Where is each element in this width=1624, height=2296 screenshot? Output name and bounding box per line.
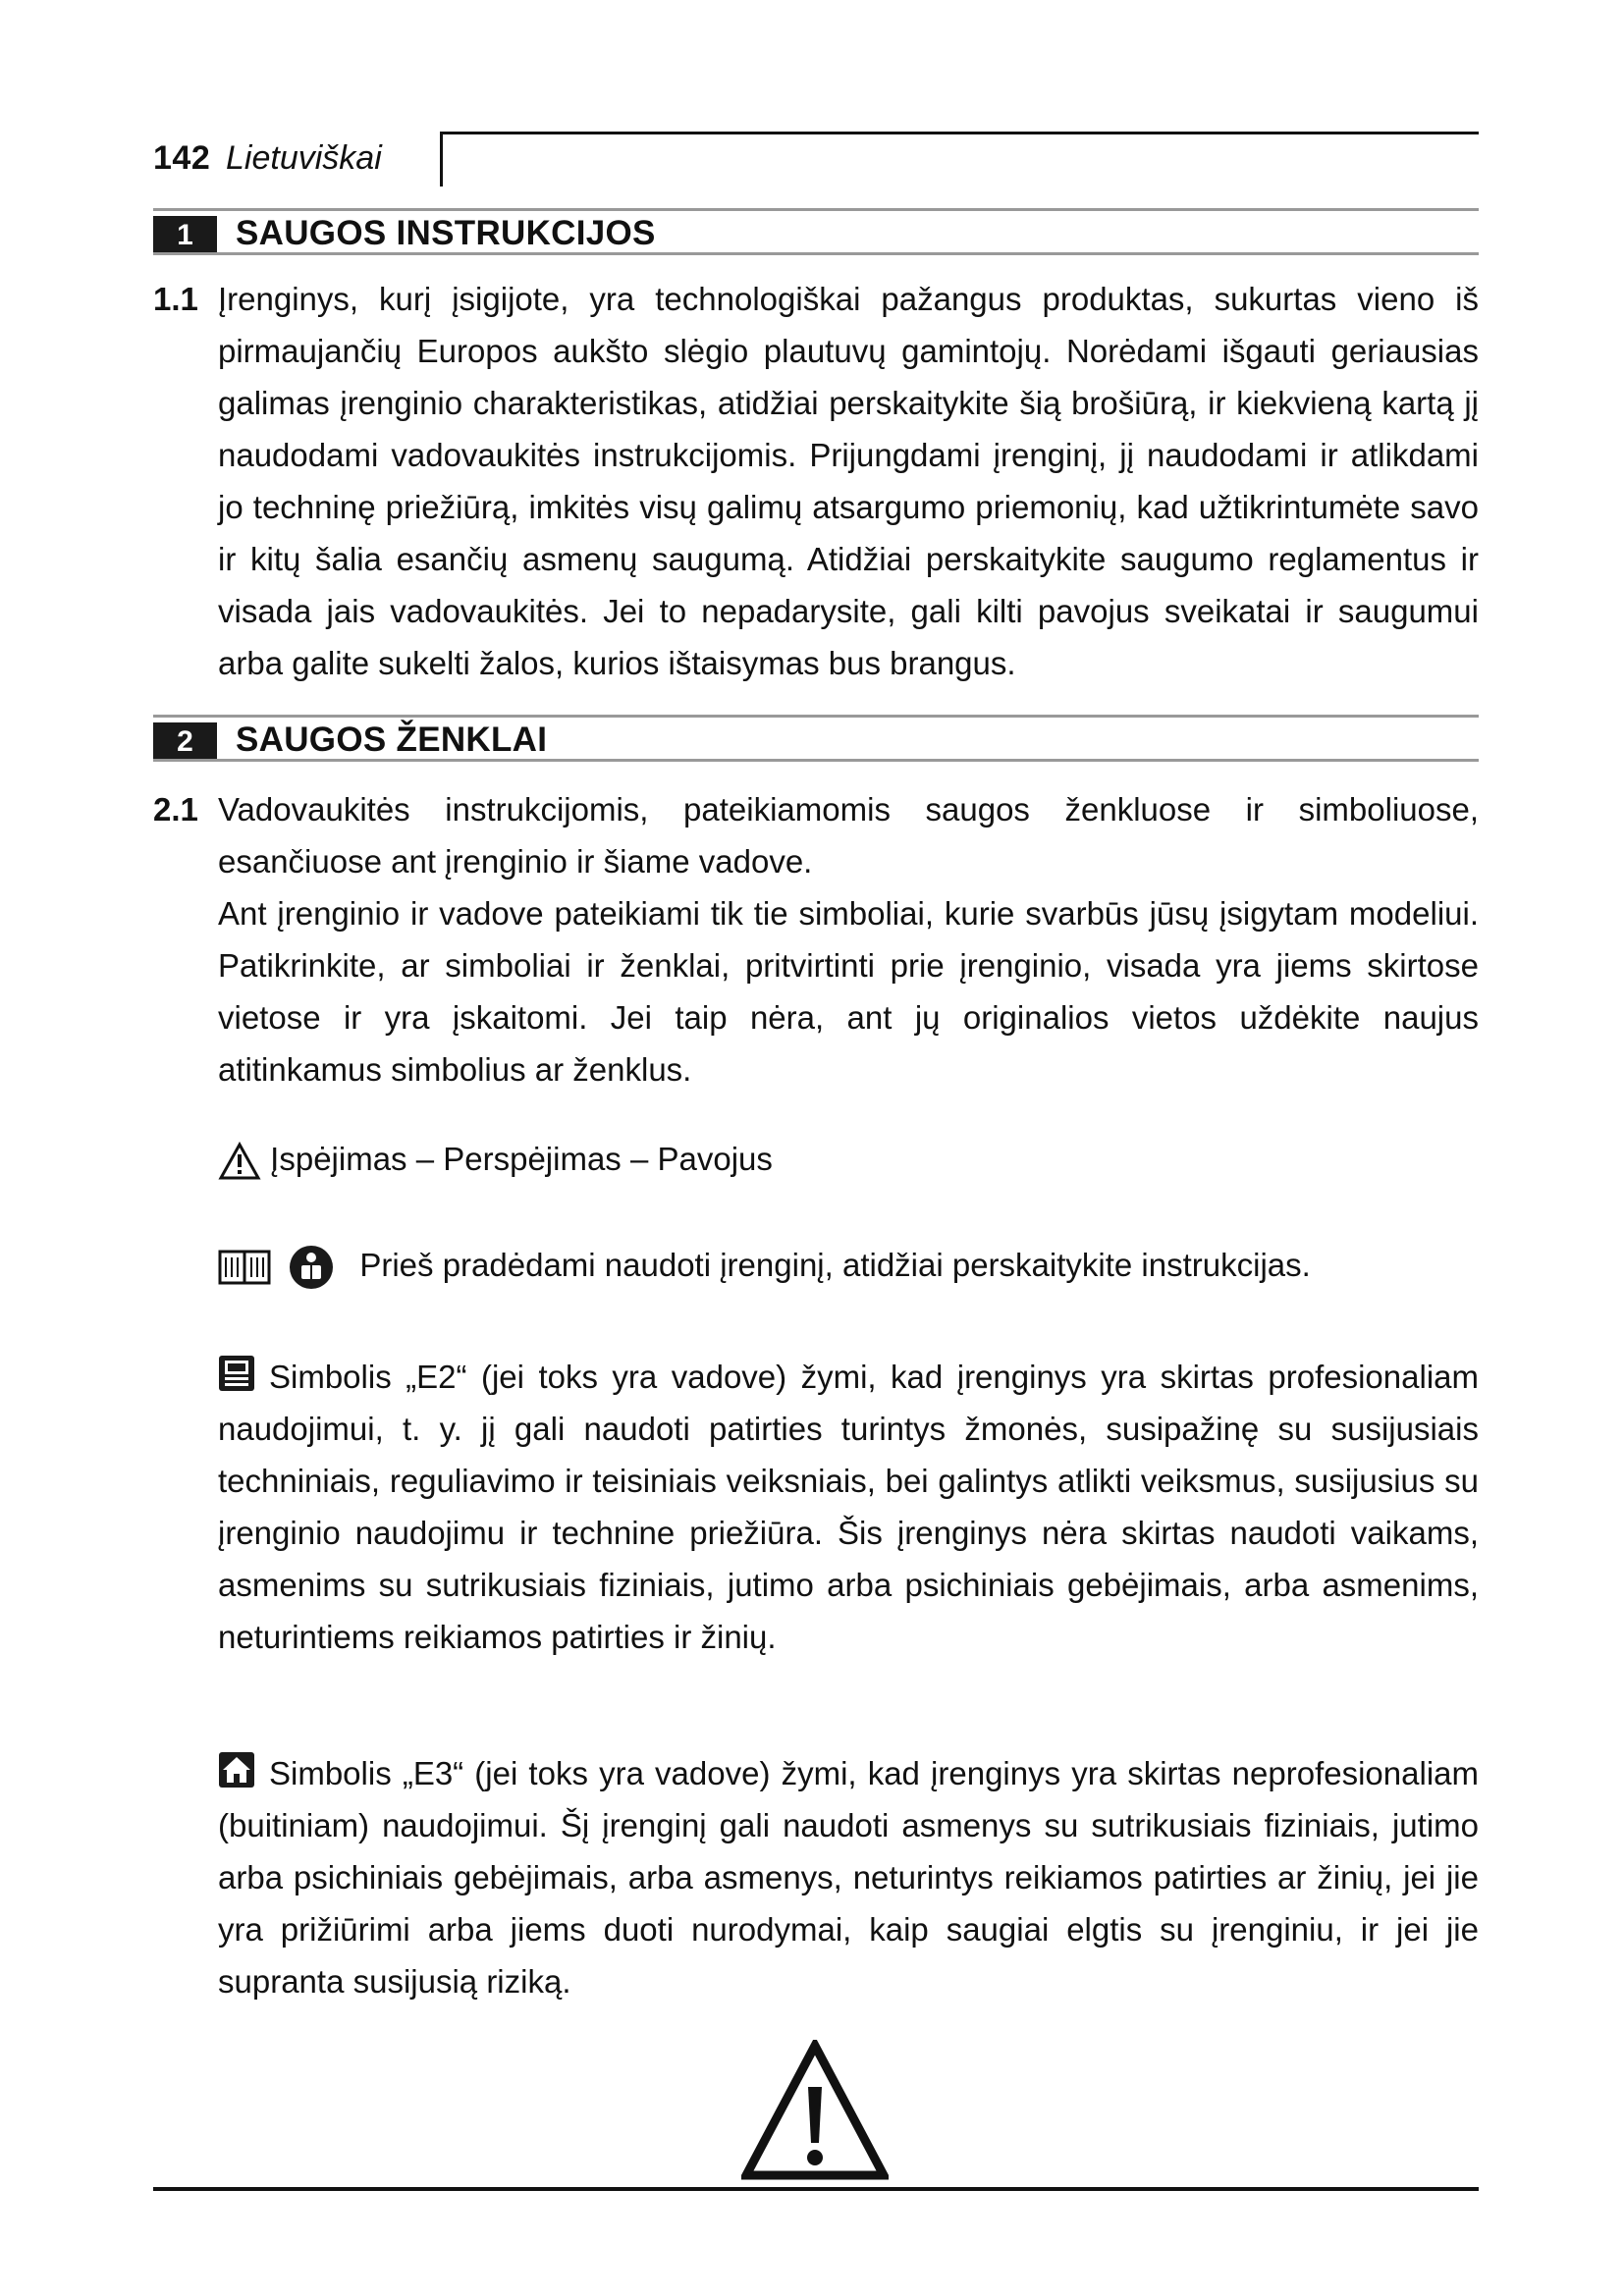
symbol-manual-row [218, 1239, 1311, 1291]
symbol-manual-text: Prieš pradėdami naudoti įrenginį, atidžiai perskaitykite instrukcijas. [359, 1247, 1311, 1283]
paragraph-1-1 [218, 273, 1479, 689]
warning-triangle-icon [218, 1142, 261, 1181]
paragraph-2-1-continued [218, 887, 1479, 1095]
home-use-icon [218, 1751, 255, 1789]
header-divider [440, 132, 443, 187]
warning-triangle-icon [741, 2040, 889, 2182]
symbol-e2-paragraph [218, 1351, 1479, 1663]
section-rule-bottom [153, 759, 1479, 762]
symbol-warning-text: Įspėjimas – Perspėjimas – Pavojus [270, 1141, 773, 1177]
paragraph-number: 1.1 [153, 281, 198, 317]
page-language: Lietuviškai [226, 139, 382, 177]
read-manual-icon [288, 1244, 335, 1291]
symbol-warning-row [218, 1133, 773, 1185]
symbol-e2-text: Simbolis „E2“ (jei toks yra vadove) žymi, kad įrenginys yra skirtas profesionaliam naudojimui, t. y. jį gali naudoti patirties turintys žmonės, susipažinę su susijusiais techniniais, reguliavimo ir teisiniais veiksniais, bei galintys atlikti veiksmus, susijusius su įrenginio naudojimu ir technine priežiūra. Šis įrenginys nėra skirtas naudoti vaikams, asmenims su sutrikusiais fiziniais, jutimo arba psichiniais gebėjimais, arba asmenims, neturintiems reikiamos patirties ir žinių. [218, 1359, 1479, 1655]
book-icon [218, 1248, 271, 1287]
paragraph-text: Ant įrenginio ir vadove pateikiami tik tie simboliai, kurie svarbūs jūsų įsigytam modeliui. Patikrinkite, ar simboliai ir ženklai, pritvirtinti prie įrenginio, visada yra jiems skirtose vietose ir yra įskaitomi. Jei taip nėra, ant jų originalios vietos uždėkite naujus atitinkamus simbolius ar ženklus. [218, 895, 1479, 1088]
section-title: SAUGOS INSTRUKCIJOS [236, 214, 656, 252]
section-rule-top [153, 208, 1479, 211]
section-title: SAUGOS ŽENKLAI [236, 721, 548, 759]
section-2-heading [153, 715, 1479, 762]
footer-rule [153, 2187, 1479, 2191]
paragraph-text: Vadovaukitės instrukcijomis, pateikiamomis saugos ženkluose ir simboliuose, esančiuose ant įrenginio ir šiame vadove. [218, 791, 1479, 880]
section-rule-top [153, 715, 1479, 718]
section-rule-bottom [153, 252, 1479, 255]
symbol-e3-paragraph [218, 1747, 1479, 2007]
paragraph-number: 2.1 [153, 791, 198, 828]
symbol-e3-text: Simbolis „E3“ (jei toks yra vadove) žymi, kad įrenginys yra skirtas neprofesionaliam (buitiniam) naudojimui. Šį įrenginį gali naudoti asmenys su sutrikusiais fiziniais, jutimo arba psichiniais gebėjimais, arba asmenys, neturintys reikiamos patirties ar žinių, jei jie yra prižiūrimi arba jiems duoti nurodymai, kaip saugiai elgtis su įrenginiu, ir jei jie supranta susijusią riziką. [218, 1755, 1479, 2000]
professional-use-icon [218, 1355, 255, 1392]
paragraph-2-1 [218, 783, 1479, 887]
section-number: 2 [153, 722, 217, 760]
section-1-heading [153, 208, 1479, 255]
header-rule [440, 132, 1479, 134]
paragraph-text: Įrenginys, kurį įsigijote, yra technologiškai pažangus produktas, sukurtas vieno iš pirmaujančių Europos aukšto slėgio plautuvų gamintojų. Norėdami išgauti geriausias galimas įrenginio charakteristikas, atidžiai perskaitykite šią brošiūrą, ir kiekvieną kartą jį naudodami vadovaukitės instrukcijomis. Prijungdami įrenginį, jį naudodami ir atlikdami jo techninę priežiūrą, imkitės visų galimų atsargumo priemonių, kad užtikrintumėte savo ir kitų šalia esančių asmenų saugumą. Atidžiai perskaitykite saugumo reglamentus ir visada jais vadovaukitės. Jei to nepadarysite, gali kilti pavojus sveikatai ir saugumui arba galite sukelti žalos, kurios ištaisymas bus brangus. [218, 281, 1479, 681]
page-header [153, 128, 1479, 187]
section-number: 1 [153, 216, 217, 253]
page-number: 142 [153, 139, 211, 177]
